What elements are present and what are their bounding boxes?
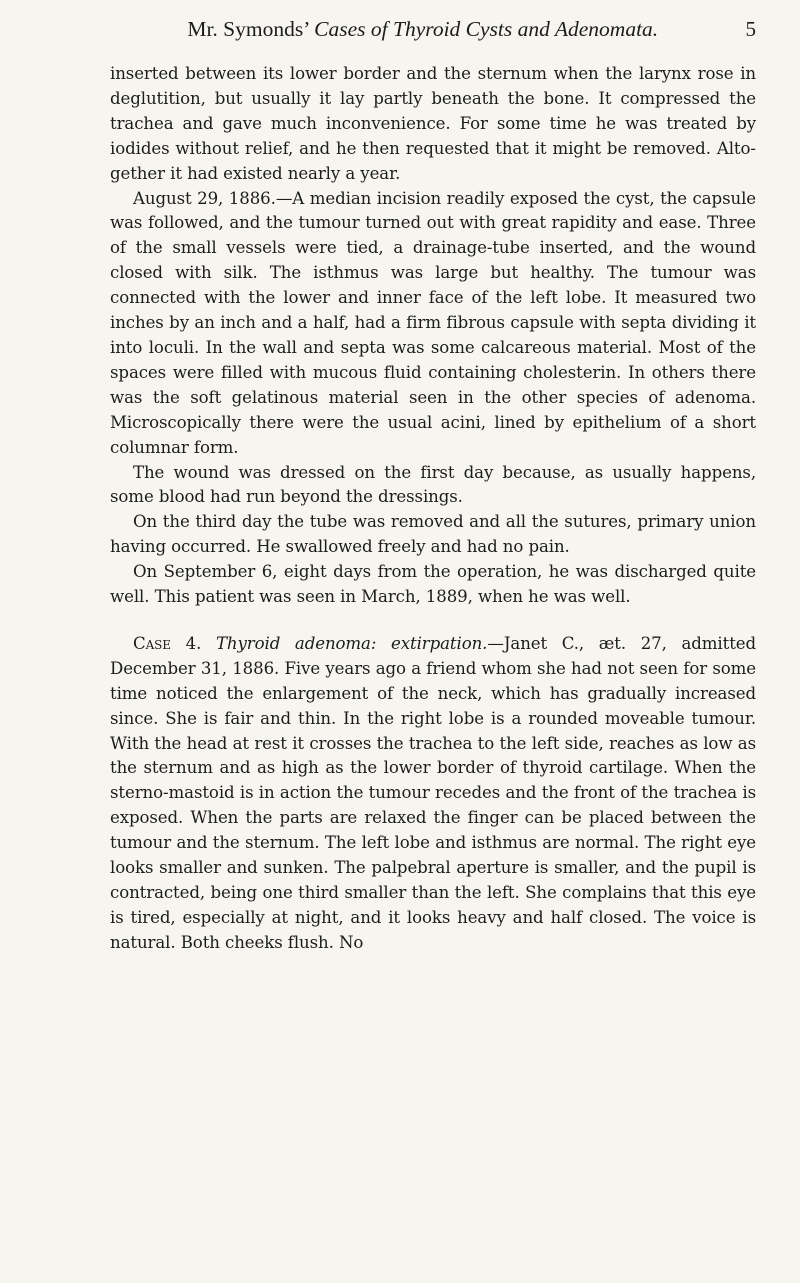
paragraph-5: On September 6, eight days from the operation, he was discharged quite well. This patient was seen in March, 1889, when he was well. [110,562,756,607]
case-title: Thyroid adenoma: extirpation. [215,633,488,653]
case-text: —Janet C., æt. 27, admitted December 31, 1886. Five years ago a friend whom she had not seen for some time noticed the enlargement of the neck, which has gradually increased since. She is fair and thin. In the right lobe is a rounded moveable tumour. With the head at rest it crosses the trachea to the left side, reaches as low as the sternum and as high as the lower border of thyroid cartilage. When the sterno-mastoid is in action the tumour recedes and the front of the trachea is exposed. When the parts are relaxed the finger can be placed between the tumour and the sternum. The left lobe and isthmus are normal. The right eye looks smaller and sunken. The palpebral aperture is smaller, and the pupil is contracted, being one third smaller than the left. She complains that this eye is tired, especially at night, and it looks heavy and half closed. The voice is natural. Both cheeks flush. No [110,633,757,952]
paragraph-4: On the third day the tube was removed and all the sutures, primary union having occurred. He swallowed freely and had no pain. [110,512,756,557]
running-head [110,14,756,44]
running-head-author: Mr. Symonds’ [187,17,309,41]
paragraph-2: August 29, 1886.—A median incision readily exposed the cyst, the capsule was followed, and the tumour turned out with great rapidity and ease. Three of the small vessels were tied, a drainage-tube inserted, and the wound closed with silk. The isthmus was large but healthy. The tumour was connected with the lower and inner face of the left lobe. It measured two inches by an inch and a half, had a firm fibrous capsule with septa dividing it into loculi. In the wall and septa was some calcareous material. Most of the spaces were filled with mucous fluid containing cholesterin. In others there was the soft gelatinous material seen in the other species of adenoma. Microscopically there were the usual acini, lined by epithelium of a short columnar form. [110,188,756,457]
case-4-paragraph [110,632,756,956]
running-head-article-title: Cases of Thyroid Cysts and Adenomata. [314,17,659,41]
paragraph-1: inserted between its lower border and the sternum when the larynx rose in deglutition, but usually it lay partly beneath the bone. It compressed the trachea and gave much inconvenience. For some time he was treated by iodides without relief, and he then requested that it might be removed. Altogether it had existed nearly a year. [110,64,756,183]
body-text [110,62,756,956]
page-number: 5 [745,17,756,41]
paragraph-3: The wound was dressed on the first day because, as usually happens, some blood had run beyond the dressings. [110,462,756,507]
case-label: Case 4. [133,633,202,653]
running-head-title [110,14,736,44]
